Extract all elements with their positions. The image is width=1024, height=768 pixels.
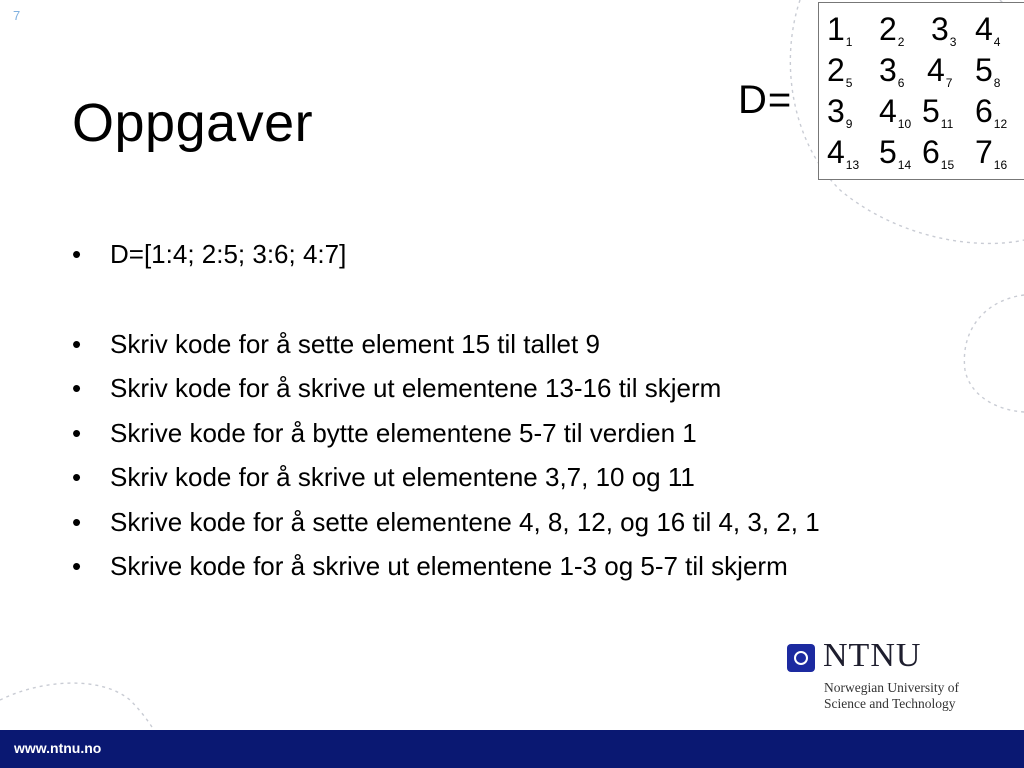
bullet-item <box>72 411 820 456</box>
cell-index: 7 <box>945 76 953 90</box>
bullet-item <box>72 455 820 500</box>
cell-index: 14 <box>897 158 912 172</box>
logo-subtitle-line: Science and Technology <box>824 696 956 711</box>
cell-value: 6 <box>922 134 940 170</box>
cell-index: 11 <box>940 117 954 131</box>
bullet-list <box>72 232 820 589</box>
cell-value: 2 <box>827 52 845 88</box>
matrix-cell <box>922 132 954 185</box>
bullet-text: Skriv kode for å sette element 15 til tallet 9 <box>110 328 600 359</box>
bullet-marker: • <box>72 551 82 581</box>
cell-value: 3 <box>879 52 897 88</box>
cell-value: 4 <box>879 93 897 129</box>
bullet-text: Skrive kode for å bytte elementene 5-7 til verdien 1 <box>110 417 697 448</box>
matrix-row <box>827 50 1024 90</box>
cell-index: 6 <box>897 76 905 90</box>
cell-value: 3 <box>827 93 845 129</box>
slide-title: Oppgaver <box>72 93 314 153</box>
cell-index: 1 <box>845 35 853 49</box>
bullet-text: D=[1:4; 2:5; 3:6; 4:7] <box>110 239 347 269</box>
ntnu-logo-mark-icon <box>787 644 815 672</box>
logo-subtitle <box>824 680 1014 712</box>
bullet-item <box>72 366 820 411</box>
cell-index: 4 <box>993 35 1001 49</box>
cell-index: 10 <box>897 117 912 131</box>
bullet-marker: • <box>72 239 82 269</box>
cell-index: 16 <box>993 158 1008 172</box>
cell-index: 2 <box>897 35 905 49</box>
matrix-row <box>827 132 1024 172</box>
matrix-row <box>827 91 1024 131</box>
logo-wordmark: NTNU <box>823 637 922 674</box>
bullet-marker: • <box>72 462 82 492</box>
matrix-label: D= <box>738 78 793 122</box>
cell-value: 7 <box>975 134 993 170</box>
cell-value: 2 <box>879 11 897 47</box>
cell-index: 15 <box>940 158 955 172</box>
cell-index: 8 <box>993 76 1001 90</box>
cell-value: 5 <box>975 52 993 88</box>
bullet-text: Skriv kode for å skrive ut elementene 3,7, 10 og 11 <box>110 462 695 492</box>
slide-number: 7 <box>13 8 21 23</box>
cell-index: 5 <box>845 76 853 90</box>
bullet-marker: • <box>72 328 82 359</box>
footer-url: www.ntnu.no <box>14 740 102 756</box>
cell-value: 5 <box>879 134 897 170</box>
matrix-figure <box>818 2 1024 180</box>
bullet-text: Skriv kode for å skrive ut elementene 13-16 til skjerm <box>110 373 722 403</box>
bullet-text: Skrive kode for å skrive ut elementene 1-3 og 5-7 til skjerm <box>110 551 788 581</box>
bullet-item <box>72 232 820 277</box>
cell-value: 6 <box>975 93 993 129</box>
cell-value: 4 <box>927 52 945 88</box>
logo-subtitle-line: Norwegian University of <box>824 680 959 695</box>
bullet-marker: • <box>72 506 82 537</box>
matrix-cell <box>827 132 859 185</box>
cell-value: 5 <box>922 93 940 129</box>
matrix-row <box>827 9 1024 49</box>
bullet-text: Skrive kode for å sette elementene 4, 8, 12, og 16 til 4, 3, 2, 1 <box>110 506 820 537</box>
cell-index: 3 <box>949 35 957 49</box>
bullet-item <box>72 544 820 589</box>
matrix-cell <box>879 132 911 185</box>
cell-index: 13 <box>845 158 860 172</box>
bullet-item <box>72 500 820 545</box>
cell-index: 9 <box>845 117 853 131</box>
cell-value: 4 <box>827 134 845 170</box>
cell-value: 1 <box>827 11 845 47</box>
footer-bar <box>0 730 1024 768</box>
bullet-marker: • <box>72 373 82 403</box>
bullet-marker: • <box>72 417 82 448</box>
cell-value: 4 <box>975 11 993 47</box>
bullet-item <box>72 322 820 367</box>
cell-value: 3 <box>931 11 949 47</box>
cell-index: 12 <box>993 117 1008 131</box>
matrix-cell <box>975 132 1007 185</box>
